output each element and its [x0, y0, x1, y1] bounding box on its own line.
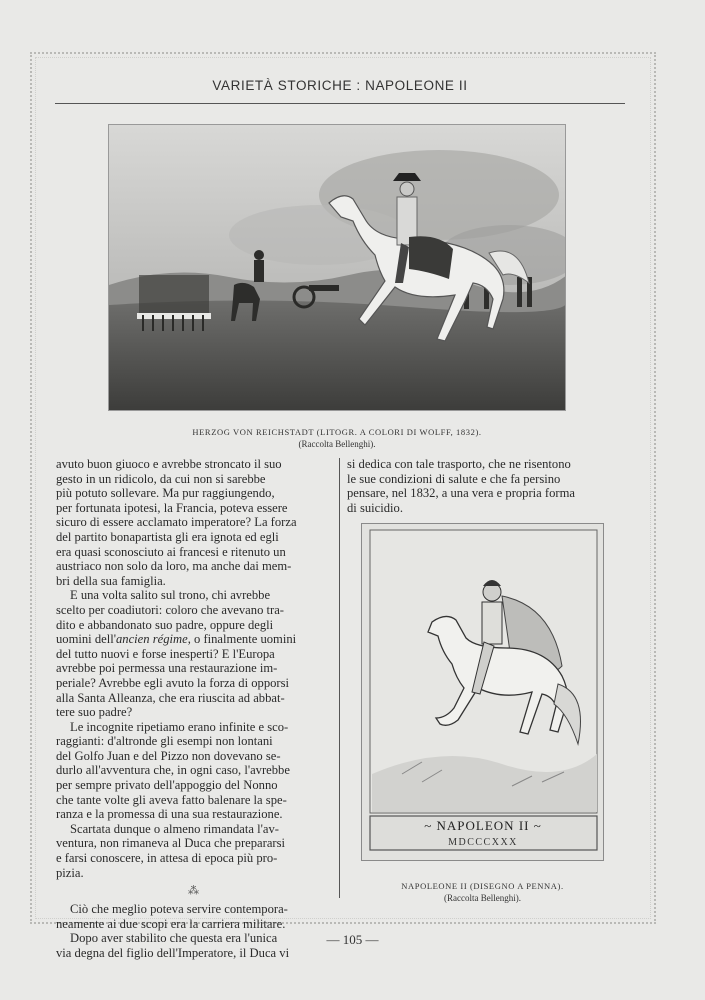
text-fragment: , o finalmente uomini [187, 632, 297, 647]
text-line: durlo all'avventura che, in ogni caso, l'avrebbe [56, 763, 290, 778]
text-line: ventura, non rimaneva al Duca che prepararsi [56, 836, 286, 851]
pen-drawing-illustration [362, 524, 604, 861]
text-line: alla Santa Alleanza, che era riuscita ad abbat- [56, 690, 285, 705]
figure1-caption-source: (Raccolta Bellenghi). [298, 439, 376, 449]
text-line: di suicidio. [347, 500, 403, 515]
text-line: ranza e la promessa di una sua restaurazione. [56, 807, 283, 822]
text-line: scelto per coadiutori: coloro che avevano tra- [56, 602, 284, 617]
section-separator: ⁂ [188, 885, 199, 898]
left-column [56, 457, 331, 961]
paragraph-3 [56, 720, 331, 822]
text-line: gesto in un ridicolo, da cui non si sarebbe [56, 471, 266, 486]
text-line: austriaco non solo da loro, ma anche dai mem- [56, 559, 292, 574]
paragraph-5 [56, 902, 331, 931]
text-line: per fortunata ipotesi, la Francia, poteva essere [56, 500, 288, 515]
text-line: raggianti: d'altronde gli esempi non lontani [56, 734, 273, 749]
lithograph-illustration [109, 125, 566, 411]
running-header: VARIETÀ STORICHE : NAPOLEONE II [212, 78, 468, 93]
figure2-caption [361, 880, 604, 904]
text-fragment: uomini dell' [56, 632, 116, 647]
text-line: le sue condizioni di salute e che fa persino [347, 471, 561, 486]
text-line: del Golfo Juan e del Pizzo non dovevano se- [56, 748, 281, 763]
paragraph-1 [56, 457, 331, 588]
header-rule [55, 103, 625, 104]
text-line: si dedica con tale trasporto, che ne risentono [347, 457, 571, 471]
text-line: avrebbe poi permessa una restaurazione im- [56, 661, 278, 676]
text-line: sicuro di essere acclamato imperatore? La forza [56, 515, 297, 530]
text-line: Scartata dunque o almeno rimandata l'av- [70, 821, 279, 836]
paragraph-4 [56, 822, 331, 880]
inscription-name: ~ NAPOLEON II ~ [424, 818, 542, 833]
text-line: Le incognite ripetiamo erano infinite e sco- [70, 719, 289, 734]
text-line-italic [56, 632, 331, 647]
column-rule [339, 458, 340, 898]
figure1-caption [108, 426, 566, 450]
text-line: Dopo aver stabilito che questa era l'unica [70, 931, 278, 946]
text-line: più potuto sollevare. Ma pur raggiungendo, [56, 486, 275, 501]
paragraph-2 [56, 588, 331, 719]
text-line: e farsi conoscere, in attesa di epoca più pro- [56, 851, 278, 866]
text-line: pensare, nel 1832, a una vera e propria forma [347, 486, 575, 501]
italic-phrase: ancien régime [116, 632, 188, 647]
text-line: E una volta salito sul trono, chi avrebbe [70, 588, 271, 603]
figure1-caption-title: HERZOG VON REICHSTADT (LITOGR. A COLORI DI WOLFF, 1832). [192, 427, 482, 437]
right-column [347, 457, 623, 515]
text-line: tere suo padre? [56, 705, 133, 720]
text-line: era quasi sconosciuto ai francesi e ritenuto un [56, 544, 286, 559]
text-line: Ciò che meglio poteva servire contempora- [70, 902, 288, 917]
page-number: — 105 — [326, 932, 379, 947]
text-line: del partito bonapartista gli era ignota ed egli [56, 529, 279, 544]
text-line: via degna del figlio dell'Imperatore, il Duca vi [56, 946, 290, 960]
inscription-year: MDCCCXXX [448, 837, 518, 848]
text-line: pizia. [56, 865, 84, 880]
text-line: avuto buon giuoco e avrebbe stroncato il suo [56, 457, 282, 471]
figure2-caption-source: (Raccolta Bellenghi). [444, 893, 521, 903]
text-line: bri della sua famiglia. [56, 573, 166, 588]
pen-drawing-figure [361, 523, 604, 861]
figure2-caption-title: NAPOLEONE II (DISEGNO A PENNA). [401, 881, 564, 891]
text-line: per sempre privato dell'appoggio del Nonno [56, 778, 278, 793]
text-line: periale? Avrebbe egli avuto la forza di opporsi [56, 675, 290, 690]
text-line: che tante volte gli aveva fatto balenare la spe- [56, 792, 287, 807]
text-line: neamente ai due scopi era la carriera militare. [56, 916, 286, 931]
text-line: dito e abbandonato suo padre, oppure degli [56, 617, 274, 632]
lithograph-figure [108, 124, 566, 411]
text-line: del tutto nuovi e forse inesperti? E l'Europa [56, 646, 275, 661]
